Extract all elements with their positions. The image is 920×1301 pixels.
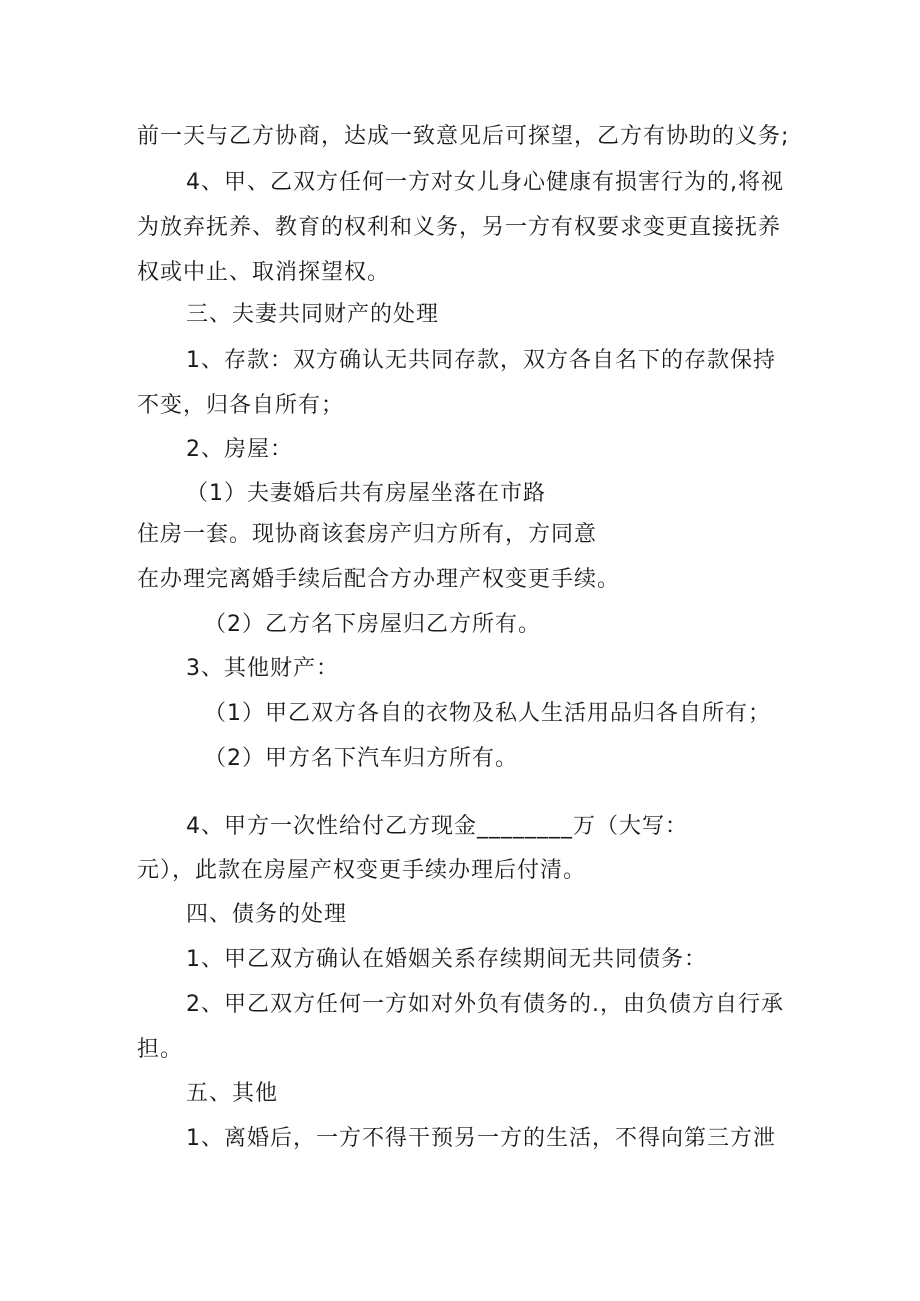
text-line: （2）乙方名下房屋归乙方所有。	[204, 612, 541, 637]
text-line: 担。	[137, 1037, 184, 1062]
text-line: 4、甲、乙双方任何一方对女儿身心健康有损害行为的,将视	[186, 170, 784, 195]
text-line: 4、甲方一次性给付乙方现金________万（大写：	[186, 814, 688, 839]
text-line: 1、存款：双方确认无共同存款，双方各自名下的存款保持	[186, 348, 776, 373]
text-line: 2、房屋：	[186, 437, 293, 462]
text-line: 前一天与乙方协商，达成一致意见后可探望，乙方有协助的义务;	[137, 124, 790, 149]
text-line: （2）甲方名下汽车归方所有。	[204, 746, 518, 771]
text-line: （1）夫妻婚后共有房屋坐落在市路	[186, 481, 546, 506]
text-line: 1、离婚后，一方不得干预另一方的生活，不得向第三方泄	[186, 1126, 776, 1151]
section-heading: 五、其他	[186, 1081, 279, 1106]
text-line: 为放弃抚养、教育的权利和义务，另一方有权要求变更直接抚养	[137, 215, 782, 240]
text-line: 不变，归各自所有；	[137, 393, 345, 418]
text-line: 1、甲乙双方确认在婚姻关系存续期间无共同债务：	[186, 947, 707, 972]
text-line: 在办理完离婚手续后配合方办理产权变更手续。	[137, 567, 621, 592]
text-line: 住房一套。现协商该套房产归方所有，方同意	[137, 522, 598, 547]
text-line: 3、其他财产：	[186, 656, 339, 681]
section-heading: 四、债务的处理	[186, 902, 348, 927]
text-line: 2、甲乙双方任何一方如对外负有债务的.，由负债方自行承	[186, 992, 784, 1017]
text-line: 权或中止、取消探望权。	[137, 260, 391, 285]
text-line: 元），此款在房屋产权变更手续办理后付清。	[137, 858, 587, 883]
text-line: （1）甲乙双方各自的衣物及私人生活用品归各自所有；	[204, 701, 771, 726]
section-heading: 三、夫妻共同财产的处理	[186, 302, 440, 327]
